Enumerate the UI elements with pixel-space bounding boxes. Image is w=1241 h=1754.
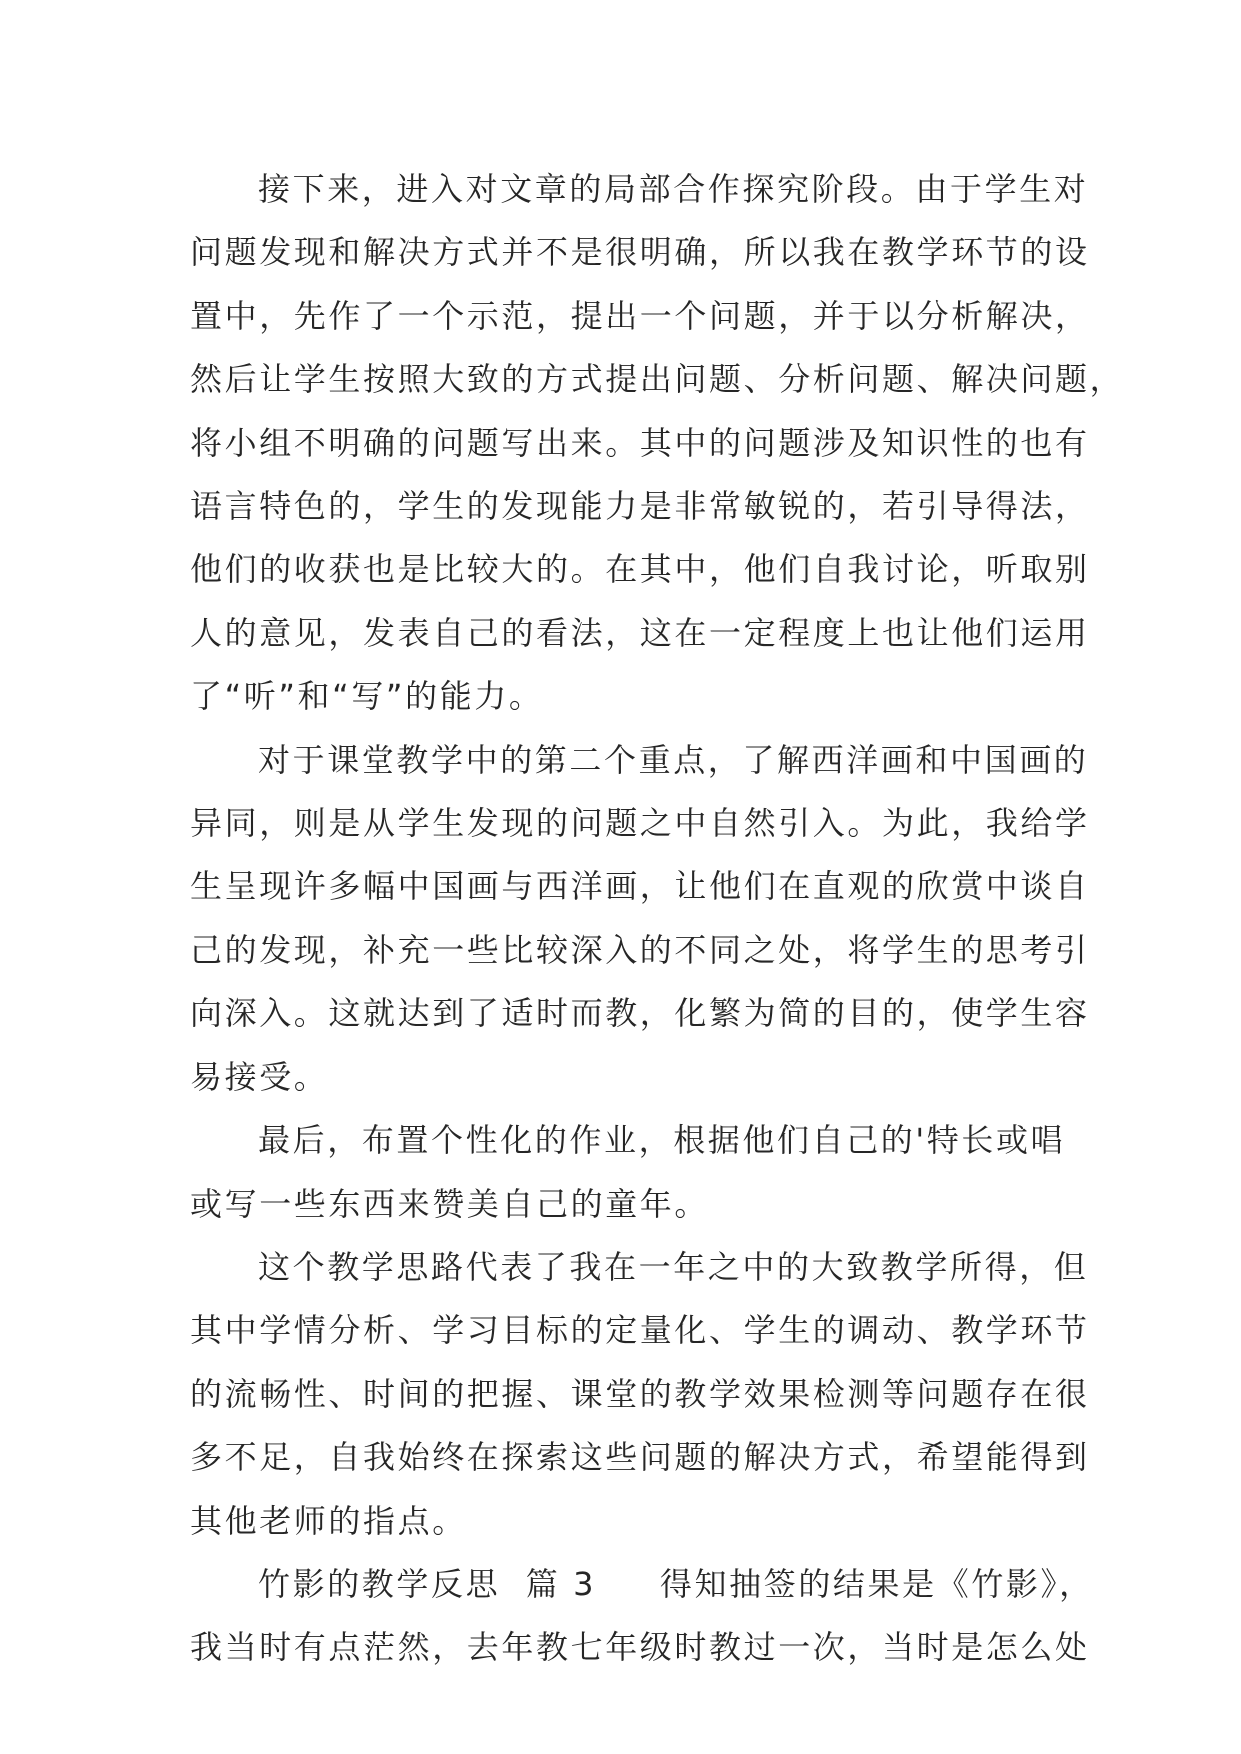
text-line: 的流畅性、时间的把握、课堂的教学效果检测等问题存在很 [190, 1374, 1090, 1413]
text-line: 他们的收获也是比较大的。在其中，他们自我讨论，听取别 [190, 550, 1090, 589]
text-line: 接下来，进入对文章的局部合作探究阶段。由于学生对 [258, 170, 1089, 208]
text-line: 最后，布置个性化的作业，根据他们自己的'特长或唱 [258, 1121, 1066, 1160]
paragraph-3 [190, 1109, 1070, 1236]
paragraph-2 [190, 729, 1090, 1109]
text-line: 竹影的教学反思 篇 3 得知抽签的结果是《竹影》， [258, 1564, 1094, 1603]
paragraph-1 [190, 158, 1125, 729]
text-line: 或写一些东西来赞美自己的童年。 [190, 1184, 710, 1223]
paragraph-5 [190, 1553, 1094, 1680]
text-line: 将小组不明确的问题写出来。其中的问题涉及知识性的也有 [190, 423, 1090, 462]
paragraph-4 [190, 1236, 1090, 1553]
text-line: 多不足，自我始终在探索这些问题的解决方式，希望能得到 [190, 1438, 1090, 1477]
text-line: 语言特色的，学生的发现能力是非常敏锐的，若引导得法， [190, 487, 1090, 526]
text-line: 置中，先作了一个示范，提出一个问题，并于以分析解决， [190, 296, 1090, 335]
text-line: 其他老师的指点。 [190, 1501, 467, 1540]
text-line: 易接受。 [190, 1057, 329, 1096]
text-line: 这个教学思路代表了我在一年之中的大致教学所得，但 [258, 1247, 1089, 1286]
text-line: 然后让学生按照大致的方式提出问题、分析问题、解决问题， [190, 360, 1125, 399]
text-line: 其中学情分析、学习目标的定量化、学生的调动、教学环节 [190, 1311, 1090, 1350]
text-line: 己的发现，补充一些比较深入的不同之处，将学生的思考引 [190, 930, 1090, 969]
text-line: 对于课堂教学中的第二个重点，了解西洋画和中国画的 [258, 740, 1089, 779]
text-line: 问题发现和解决方式并不是很明确，所以我在教学环节的设 [190, 233, 1090, 272]
document-body [190, 158, 1125, 1680]
text-line: 生呈现许多幅中国画与西洋画，让他们在直观的欣赏中谈自 [190, 867, 1090, 906]
text-line: 我当时有点茫然，去年教七年级时教过一次，当时是怎么处 [190, 1628, 1090, 1667]
text-line: 向深入。这就达到了适时而教，化繁为简的目的，使学生容 [190, 994, 1090, 1033]
text-line: 了“听”和“写”的能力。 [190, 677, 544, 716]
text-line: 异同，则是从学生发现的问题之中自然引入。为此，我给学 [190, 804, 1090, 843]
text-line: 人的意见，发表自己的看法，这在一定程度上也让他们运用 [190, 613, 1090, 652]
